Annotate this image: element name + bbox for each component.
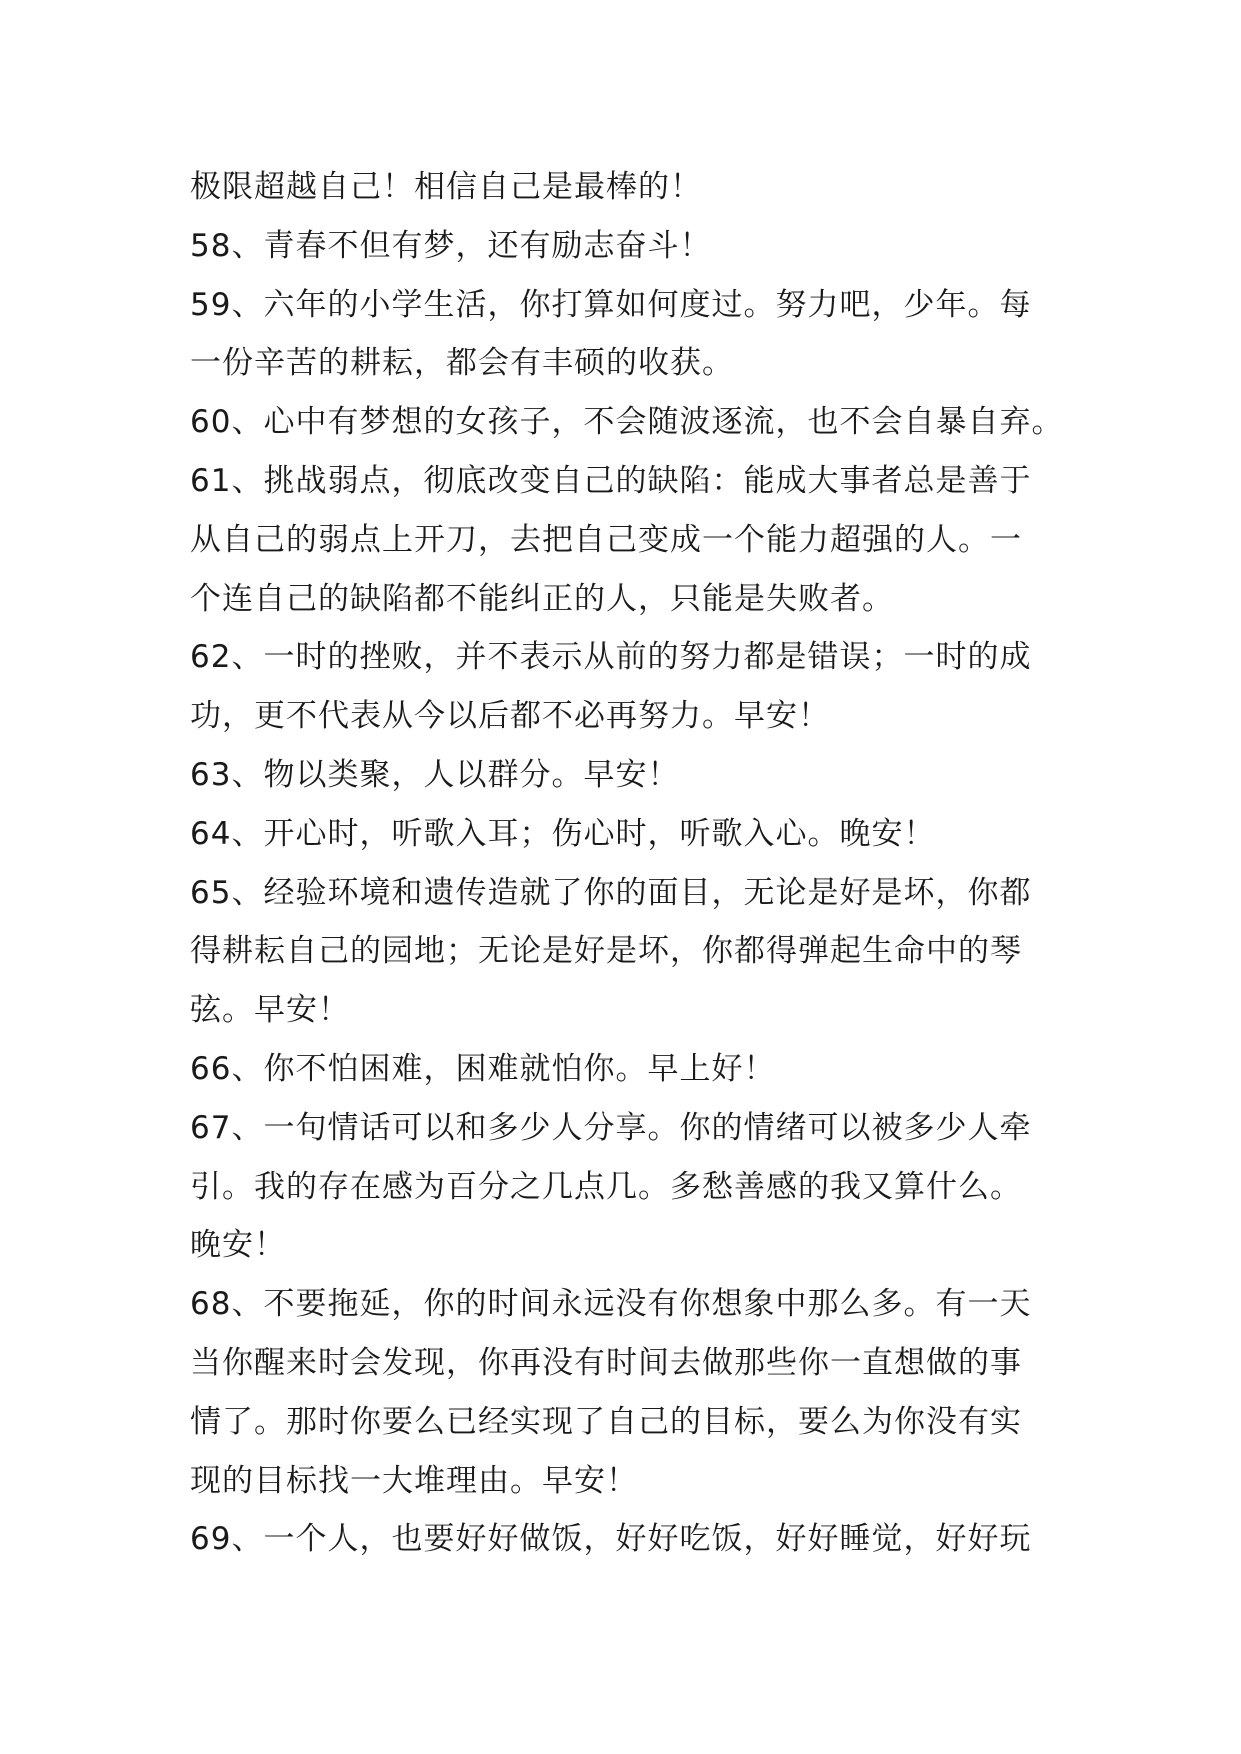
text-line: 69、一个人，也要好好做饭，好好吃饭，好好睡觉，好好玩 — [190, 1521, 1032, 1558]
text-line: 个连自己的缺陷都不能纠正的人，只能是失败者。 — [190, 580, 894, 617]
text-line: 当你醒来时会发现，你再没有时间去做那些你一直想做的事 — [190, 1344, 1022, 1381]
text-line: 60、心中有梦想的女孩子，不会随波逐流，也不会自暴自弃。 — [190, 404, 1064, 441]
text-line: 一份辛苦的耕耘，都会有丰硕的收获。 — [190, 345, 734, 382]
text-line: 61、挑战弱点，彻底改变自己的缺陷：能成大事者总是善于 — [190, 462, 1032, 499]
text-line: 63、物以类聚，人以群分。早安！ — [190, 756, 680, 793]
text-line: 68、不要拖延，你的时间永远没有你想象中那么多。有一天 — [190, 1286, 1032, 1323]
text-line: 引。我的存在感为百分之几点几。多愁善感的我又算什么。 — [190, 1168, 1022, 1205]
text-line: 67、一句情话可以和多少人分享。你的情绪可以被多少人牵 — [190, 1109, 1032, 1146]
text-line: 58、青春不但有梦，还有励志奋斗！ — [190, 227, 712, 264]
text-line: 现的目标找一大堆理由。早安！ — [190, 1462, 638, 1499]
text-line: 59、六年的小学生活，你打算如何度过。努力吧，少年。每 — [190, 286, 1032, 323]
text-line: 情了。那时你要么已经实现了自己的目标，要么为你没有实 — [190, 1403, 1022, 1440]
text-line: 弦。早安！ — [190, 992, 350, 1029]
text-line: 晚安！ — [190, 1227, 286, 1264]
body-text — [190, 158, 1070, 1569]
text-line: 62、一时的挫败，并不表示从前的努力都是错误；一时的成 — [190, 639, 1032, 676]
text-line: 功，更不代表从今以后都不必再努力。早安！ — [190, 698, 830, 735]
text-line: 66、你不怕困难，困难就怕你。早上好！ — [190, 1050, 776, 1087]
text-line: 得耕耘自己的园地；无论是好是坏，你都得弹起生命中的琴 — [190, 933, 1022, 970]
text-line: 从自己的弱点上开刀，去把自己变成一个能力超强的人。一 — [190, 521, 1022, 558]
text-line: 64、开心时，听歌入耳；伤心时，听歌入心。晚安！ — [190, 815, 936, 852]
text-line: 65、经验环境和遗传造就了你的面目，无论是好是坏，你都 — [190, 874, 1032, 911]
text-line: 极限超越自己！相信自己是最棒的！ — [190, 169, 702, 205]
